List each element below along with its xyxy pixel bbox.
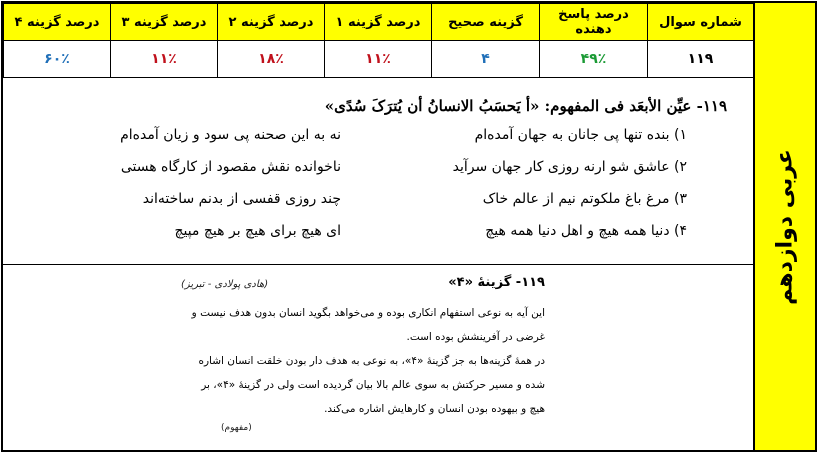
option-2-second-hemistich: ناخوانده نقش مقصود از کارگاه هستی: [120, 159, 341, 175]
answer-line-4: شده و مسیر حرکتش به سوی عالم بالا بیان گردیده است ولی در گزینهٔ «۴»، بر: [201, 379, 545, 391]
answer-block: [3, 267, 753, 450]
answer-category-tag: (مفهوم): [221, 423, 252, 433]
answer-line-2: غرضی در آفرینشش بوده است.: [406, 331, 545, 343]
header-response-percent: درصد پاسخ دهنده: [540, 4, 648, 41]
option-1-first-hemistich: ۱) بنده تنها پی جانان به جهان آمده‌ام: [474, 127, 687, 143]
main-panel: [3, 3, 753, 450]
answer-title: ۱۱۹- گزینهٔ «۴»: [448, 275, 545, 290]
option-3-second-hemistich: چند روزی قفسی از بدنم ساخته‌اند: [142, 191, 341, 207]
subject-sideband: [753, 3, 815, 450]
option-4-first-hemistich: ۴) دنیا همه هیچ و اهل دنیا همه هیچ: [485, 223, 687, 239]
value-question-number: ۱۱۹: [648, 41, 754, 78]
value-option2-percent: ۱۸٪: [218, 41, 325, 78]
answer-line-1: این آیه به نوعی استفهام انکاری بوده و می‌خواهد بگوید انسان بدون هدف نیست و: [191, 307, 545, 319]
answer-author: (هادی پولادی - تبریز): [181, 279, 269, 290]
value-response-percent: ۴۹٪: [540, 41, 648, 78]
header-correct-option: گزینه صحیح: [432, 4, 540, 41]
stats-value-row: [4, 41, 754, 78]
value-option1-percent: ۱۱٪: [325, 41, 432, 78]
value-correct-option: ۴: [432, 41, 540, 78]
header-option1-percent: درصد گزینه ۱: [325, 4, 432, 41]
header-question-number: شماره سوال: [648, 4, 754, 41]
answer-line-3: در همهٔ گزینه‌ها به جز گزینهٔ «۴»، به نوعی به هدف دار بودن خلقت انسان اشاره: [198, 355, 545, 367]
option-3-first-hemistich: ۳) مرغ باغ ملکوتم نیم از عالم خاک: [482, 191, 687, 207]
stats-table: [3, 3, 754, 78]
question-stem: ۱۱۹- عیِّن الأبعَد فی المفهوم: «أ یَحسَبُ الانسانُ أن یُترَکَ سُدًی»: [324, 97, 727, 115]
header-option3-percent: درصد گزینه ۳: [111, 4, 218, 41]
option-2-first-hemistich: ۲) عاشق شو ارنه روزی کار جهان سرآید: [452, 159, 687, 175]
question-card: [1, 1, 817, 452]
question-block: [3, 81, 753, 265]
header-option2-percent: درصد گزینه ۲: [218, 4, 325, 41]
option-1-second-hemistich: نه به این صحنه پی سود و زیان آمده‌ام: [120, 127, 341, 143]
answer-line-5: هیچ و بیهوده بودن انسان و کارهایش اشاره می‌کند.: [324, 403, 545, 415]
stats-header-row: [4, 4, 754, 41]
value-option3-percent: ۱۱٪: [111, 41, 218, 78]
subject-label: عربی دوازدهم: [772, 148, 798, 305]
value-option4-percent: ۶۰٪: [4, 41, 111, 78]
option-4-second-hemistich: ای هیچ برای هیچ بر هیچ مپیچ: [174, 223, 341, 239]
header-option4-percent: درصد گزینه ۴: [4, 4, 111, 41]
